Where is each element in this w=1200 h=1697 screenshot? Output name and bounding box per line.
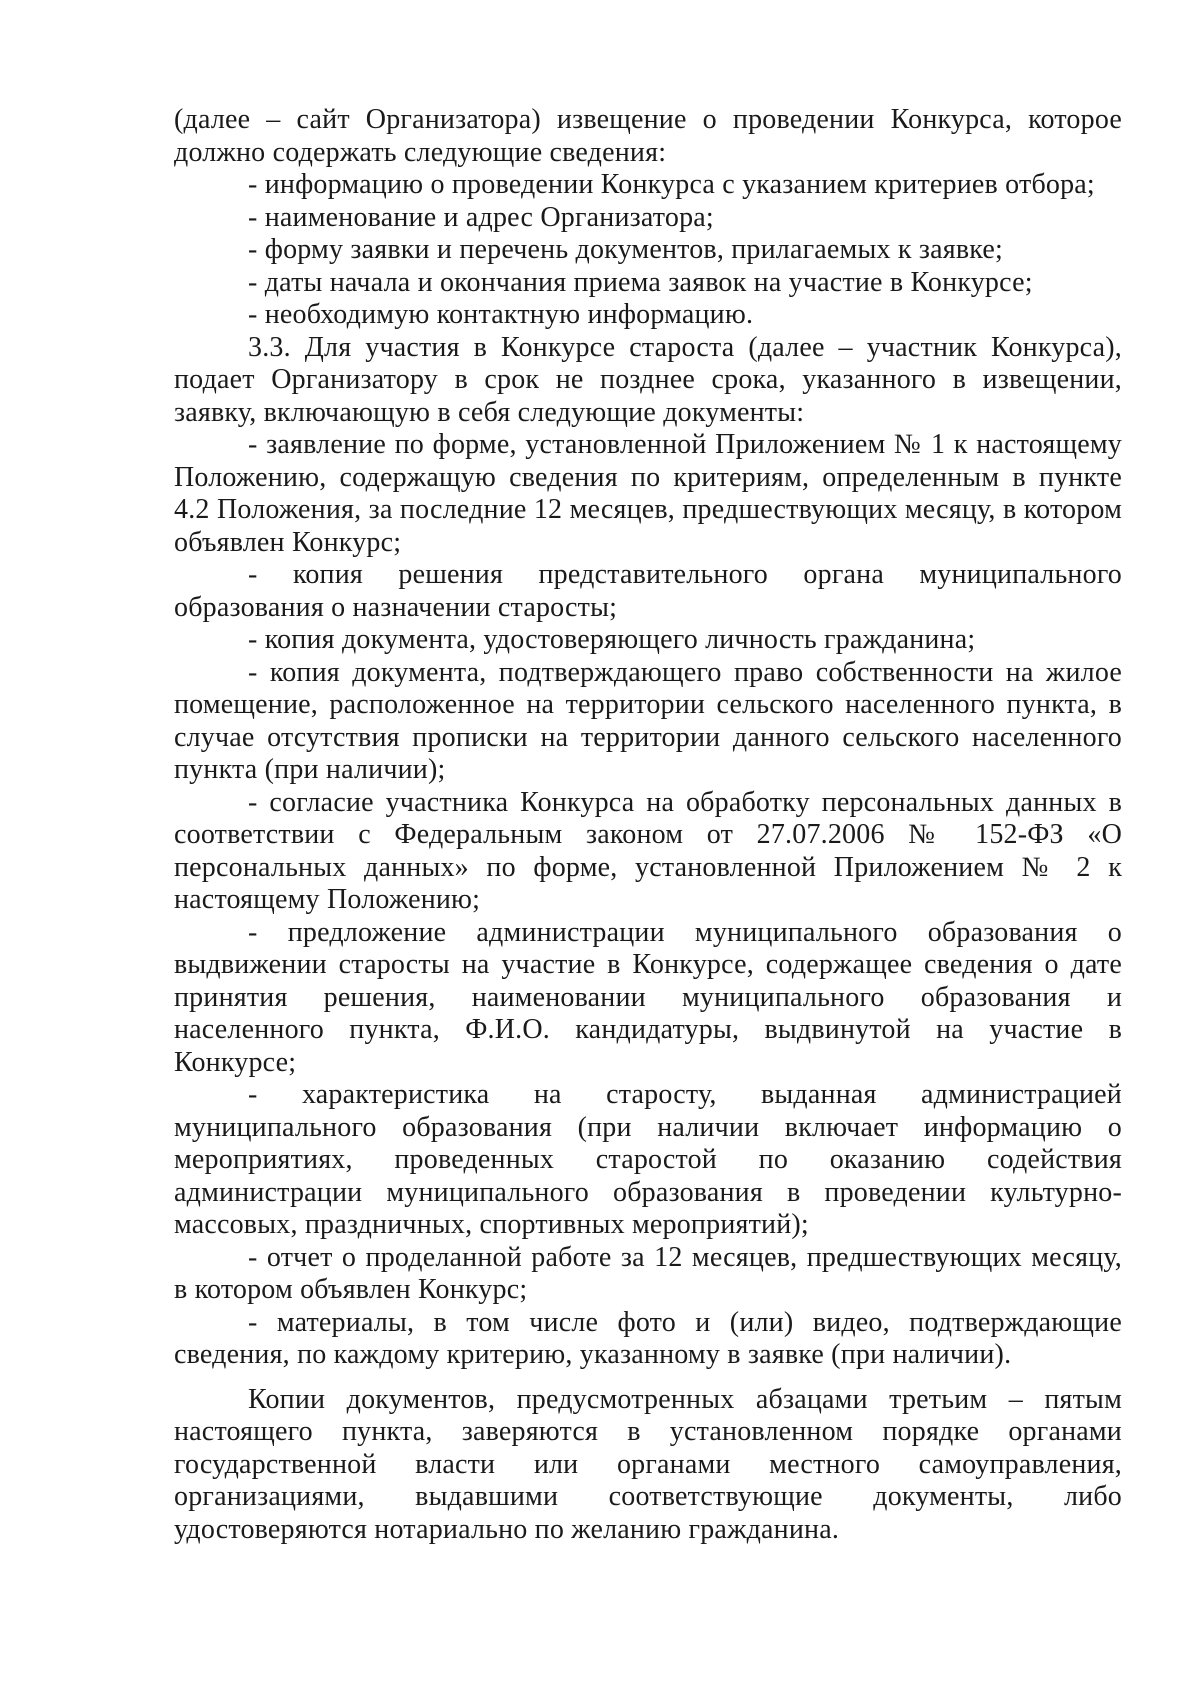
paragraph-notice-intro: (далее – сайт Организатора) извещение о проведении Конкурса, которое должно содержать следующие сведения: (174, 104, 1122, 168)
paragraph-copies: Копии документов, предусмотренных абзацами третьим – пятым настоящего пункта, заверяются в установленном порядке органами государственной власти или органами местного самоуправления, организациями, выдавшими соответствующие документы, либо удостоверяются нотариально по желанию гражданина. (174, 1383, 1122, 1545)
list-item-organizer: - наименование и адрес Организатора; (248, 201, 714, 233)
list-item-materials: - материалы, в том числе фото и (или) видео, подтверждающие сведения, по каждому критерию, указанному в заявке (при наличии). (174, 1306, 1122, 1370)
list-item-statement: - заявление по форме, установленной Приложением № 1 к настоящему Положению, содержащую сведения по критериям, определенным в пункте 4.2 Положения, за последние 12 месяцев, предшествующих месяцу, в котором объявлен Конкурс; (174, 429, 1122, 558)
list-item-contacts: - необходимую контактную информацию. (248, 299, 754, 330)
list-item-consent: - согласие участника Конкурса на обработку персональных данных в соответствии с Федеральным законом от 27.07.2006 № 152-ФЗ «О персональных данных» по форме, установленной Приложением № 2 к настоящему Положению; (174, 786, 1122, 915)
list-item-id-copy: - копия документа, удостоверяющего личность гражданина; (248, 624, 976, 655)
list-item-dates: - даты начала и окончания приема заявок на участие в Конкурсе; (248, 266, 1033, 298)
list-item-application-form: - форму заявки и перечень документов, прилагаемых к заявке; (248, 234, 1003, 265)
paragraph-3-3: 3.3. Для участия в Конкурсе староста (далее – участник Конкурса), подает Организатору в срок не позднее срока, указанного в извещении, заявку, включающую в себя следующие документы: (174, 331, 1122, 428)
list-item-proposal: - предложение администрации муниципального образования о выдвижении старосты на участие в Конкурсе, содержащее сведения о дате принятия решения, наименовании муниципального образования и населенного пункта, Ф.И.О. кандидатуры, выдвинутой на участие в Конкурсе; (174, 916, 1122, 1078)
list-item-criteria: - информацию о проведении Конкурса с указанием критериев отбора; (248, 169, 1095, 200)
list-item-decision-copy: - копия решения представительного органа муниципального образования о назначении старосты; (174, 559, 1122, 623)
list-item-reference: - характеристика на старосту, выданная администрацией муниципального образования (при наличии включает информацию о мероприятиях, проведенных старостой по оказанию содействия администрации муниципального образования в проведении культурно-массовых, праздничных, спортивных мероприятий); (174, 1079, 1122, 1240)
document-page (174, 104, 1122, 1546)
list-item-property-copy: - копия документа, подтверждающего право собственности на жилое помещение, расположенное на территории сельского населенного пункта, в случае отсутствия прописки на территории данного сельского населенного пункта (при наличии); (174, 656, 1122, 785)
list-item-report: - отчет о проделанной работе за 12 месяцев, предшествующих месяцу, в котором объявлен Конкурс; (174, 1241, 1122, 1305)
